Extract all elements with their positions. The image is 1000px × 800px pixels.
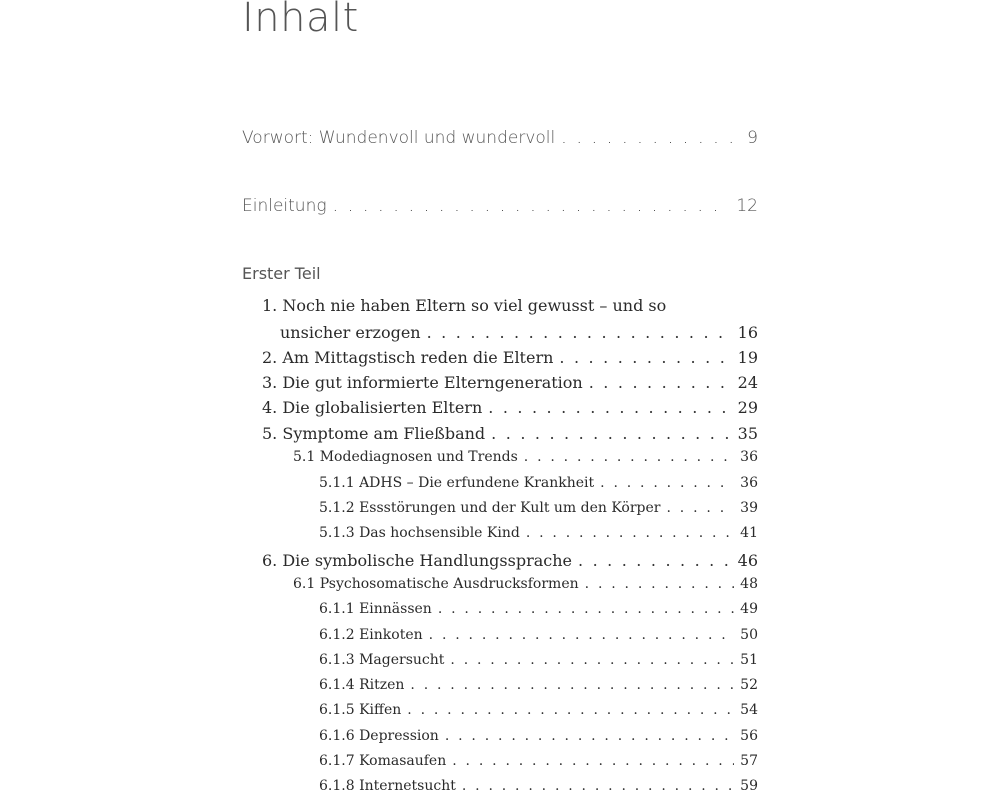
toc-entry-label: Vorwort: Wundenvoll und wundervoll [242, 128, 556, 148]
toc-entry-label: 6.1 Psychosomatische Ausdrucksformen [293, 576, 579, 592]
toc-page-number: 46 [737, 551, 758, 570]
toc-page-number: 35 [737, 424, 758, 443]
dot-leader [589, 373, 732, 392]
toc-entry-einleitung [242, 196, 758, 216]
toc-page-number: 9 [747, 128, 758, 148]
page-title: Inhalt [242, 0, 359, 41]
toc-entry-label: Einleitung [242, 196, 327, 216]
toc-entry [242, 500, 758, 516]
toc-entry-label: 4. Die globalisierten Eltern [262, 398, 483, 417]
toc-entry-vorwort [242, 128, 758, 148]
toc-entry-label: 6.1.3 Magersucht [319, 652, 445, 668]
toc-entry [242, 702, 758, 718]
toc-page-number: 41 [740, 525, 758, 541]
toc-entry-label: 2. Am Mittagstisch reden die Eltern [262, 348, 554, 367]
dot-leader [600, 475, 734, 491]
dot-leader [585, 576, 735, 592]
toc-entry-label: 6.1.6 Depression [319, 728, 439, 744]
toc-page-number: 48 [740, 576, 758, 592]
toc-entry [242, 677, 758, 693]
toc-entry-label: 3. Die gut informierte Elterngeneration [262, 373, 583, 392]
toc-entry [242, 449, 758, 465]
toc-entry-label: 5.1.2 Essstörungen und der Kult um den Körper [319, 500, 661, 516]
section-heading: Erster Teil [242, 264, 321, 283]
toc-entry [242, 424, 758, 443]
toc-entry [242, 551, 758, 570]
dot-leader [438, 601, 734, 617]
toc-page-number: 36 [740, 475, 758, 491]
toc-entry-label: 6. Die symbolische Handlungssprache [262, 551, 573, 570]
toc-entry-label: 6.1.4 Ritzen [319, 677, 405, 693]
toc-page-number: 52 [740, 677, 758, 693]
dot-leader [429, 627, 735, 643]
toc-entry-label: unsicher erzogen [280, 323, 421, 342]
toc-page-number: 57 [740, 753, 758, 769]
toc-entry-chapter-1 [242, 323, 758, 342]
dot-leader [526, 525, 734, 541]
dot-leader [333, 196, 731, 216]
toc-page-number: 54 [740, 702, 758, 718]
toc-entry [242, 778, 758, 794]
dot-leader [452, 753, 734, 769]
dot-leader [524, 449, 734, 465]
dot-leader [667, 500, 735, 516]
toc-page-number: 12 [736, 196, 758, 216]
toc-entry-label: 6.1.1 Einnässen [319, 601, 432, 617]
toc-entry [242, 753, 758, 769]
toc-entry [242, 398, 758, 417]
toc-page-number: 59 [740, 778, 758, 794]
toc-page-number: 16 [737, 323, 758, 342]
dot-leader [410, 677, 734, 693]
dot-leader [427, 323, 732, 342]
toc-page-number: 29 [737, 398, 758, 417]
dot-leader [491, 424, 731, 443]
toc-page-number: 50 [740, 627, 758, 643]
dot-leader [561, 128, 736, 148]
toc-page-number: 49 [740, 601, 758, 617]
toc-entry [242, 348, 758, 367]
toc-page-number: 24 [737, 373, 758, 392]
toc-page-number: 51 [740, 652, 758, 668]
dot-leader [450, 652, 734, 668]
toc-page-number: 39 [740, 500, 758, 516]
toc-entry-label: 6.1.8 Internetsucht [319, 778, 456, 794]
toc-entry [242, 652, 758, 668]
toc-entry-label: 5.1.3 Das hochsensible Kind [319, 525, 520, 541]
toc-entry-label: 5.1.1 ADHS – Die erfundene Krankheit [319, 475, 595, 491]
dot-leader [407, 702, 734, 718]
toc-entry [242, 627, 758, 643]
toc-entry [242, 373, 758, 392]
toc-entry-label: 5. Symptome am Fließband [262, 424, 486, 443]
toc-entry-label: 6.1.5 Kiffen [319, 702, 402, 718]
toc-entry [242, 601, 758, 617]
toc-page-number: 19 [737, 348, 758, 367]
toc-entry [242, 576, 758, 592]
toc-entry [242, 525, 758, 541]
dot-leader [559, 348, 731, 367]
toc-entry-label: 1. Noch nie haben Eltern so viel gewusst – und so [262, 296, 667, 315]
dot-leader [578, 551, 732, 570]
dot-leader [488, 398, 731, 417]
toc-page-number: 36 [740, 449, 758, 465]
dot-leader [445, 728, 734, 744]
toc-page-number: 56 [740, 728, 758, 744]
toc-entry-label: 6.1.2 Einkoten [319, 627, 423, 643]
toc-entry-label: 6.1.7 Komasaufen [319, 753, 447, 769]
toc-entry [242, 728, 758, 744]
toc-entry-label: 5.1 Modediagnosen und Trends [293, 449, 518, 465]
toc-entry [242, 475, 758, 491]
dot-leader [462, 778, 734, 794]
